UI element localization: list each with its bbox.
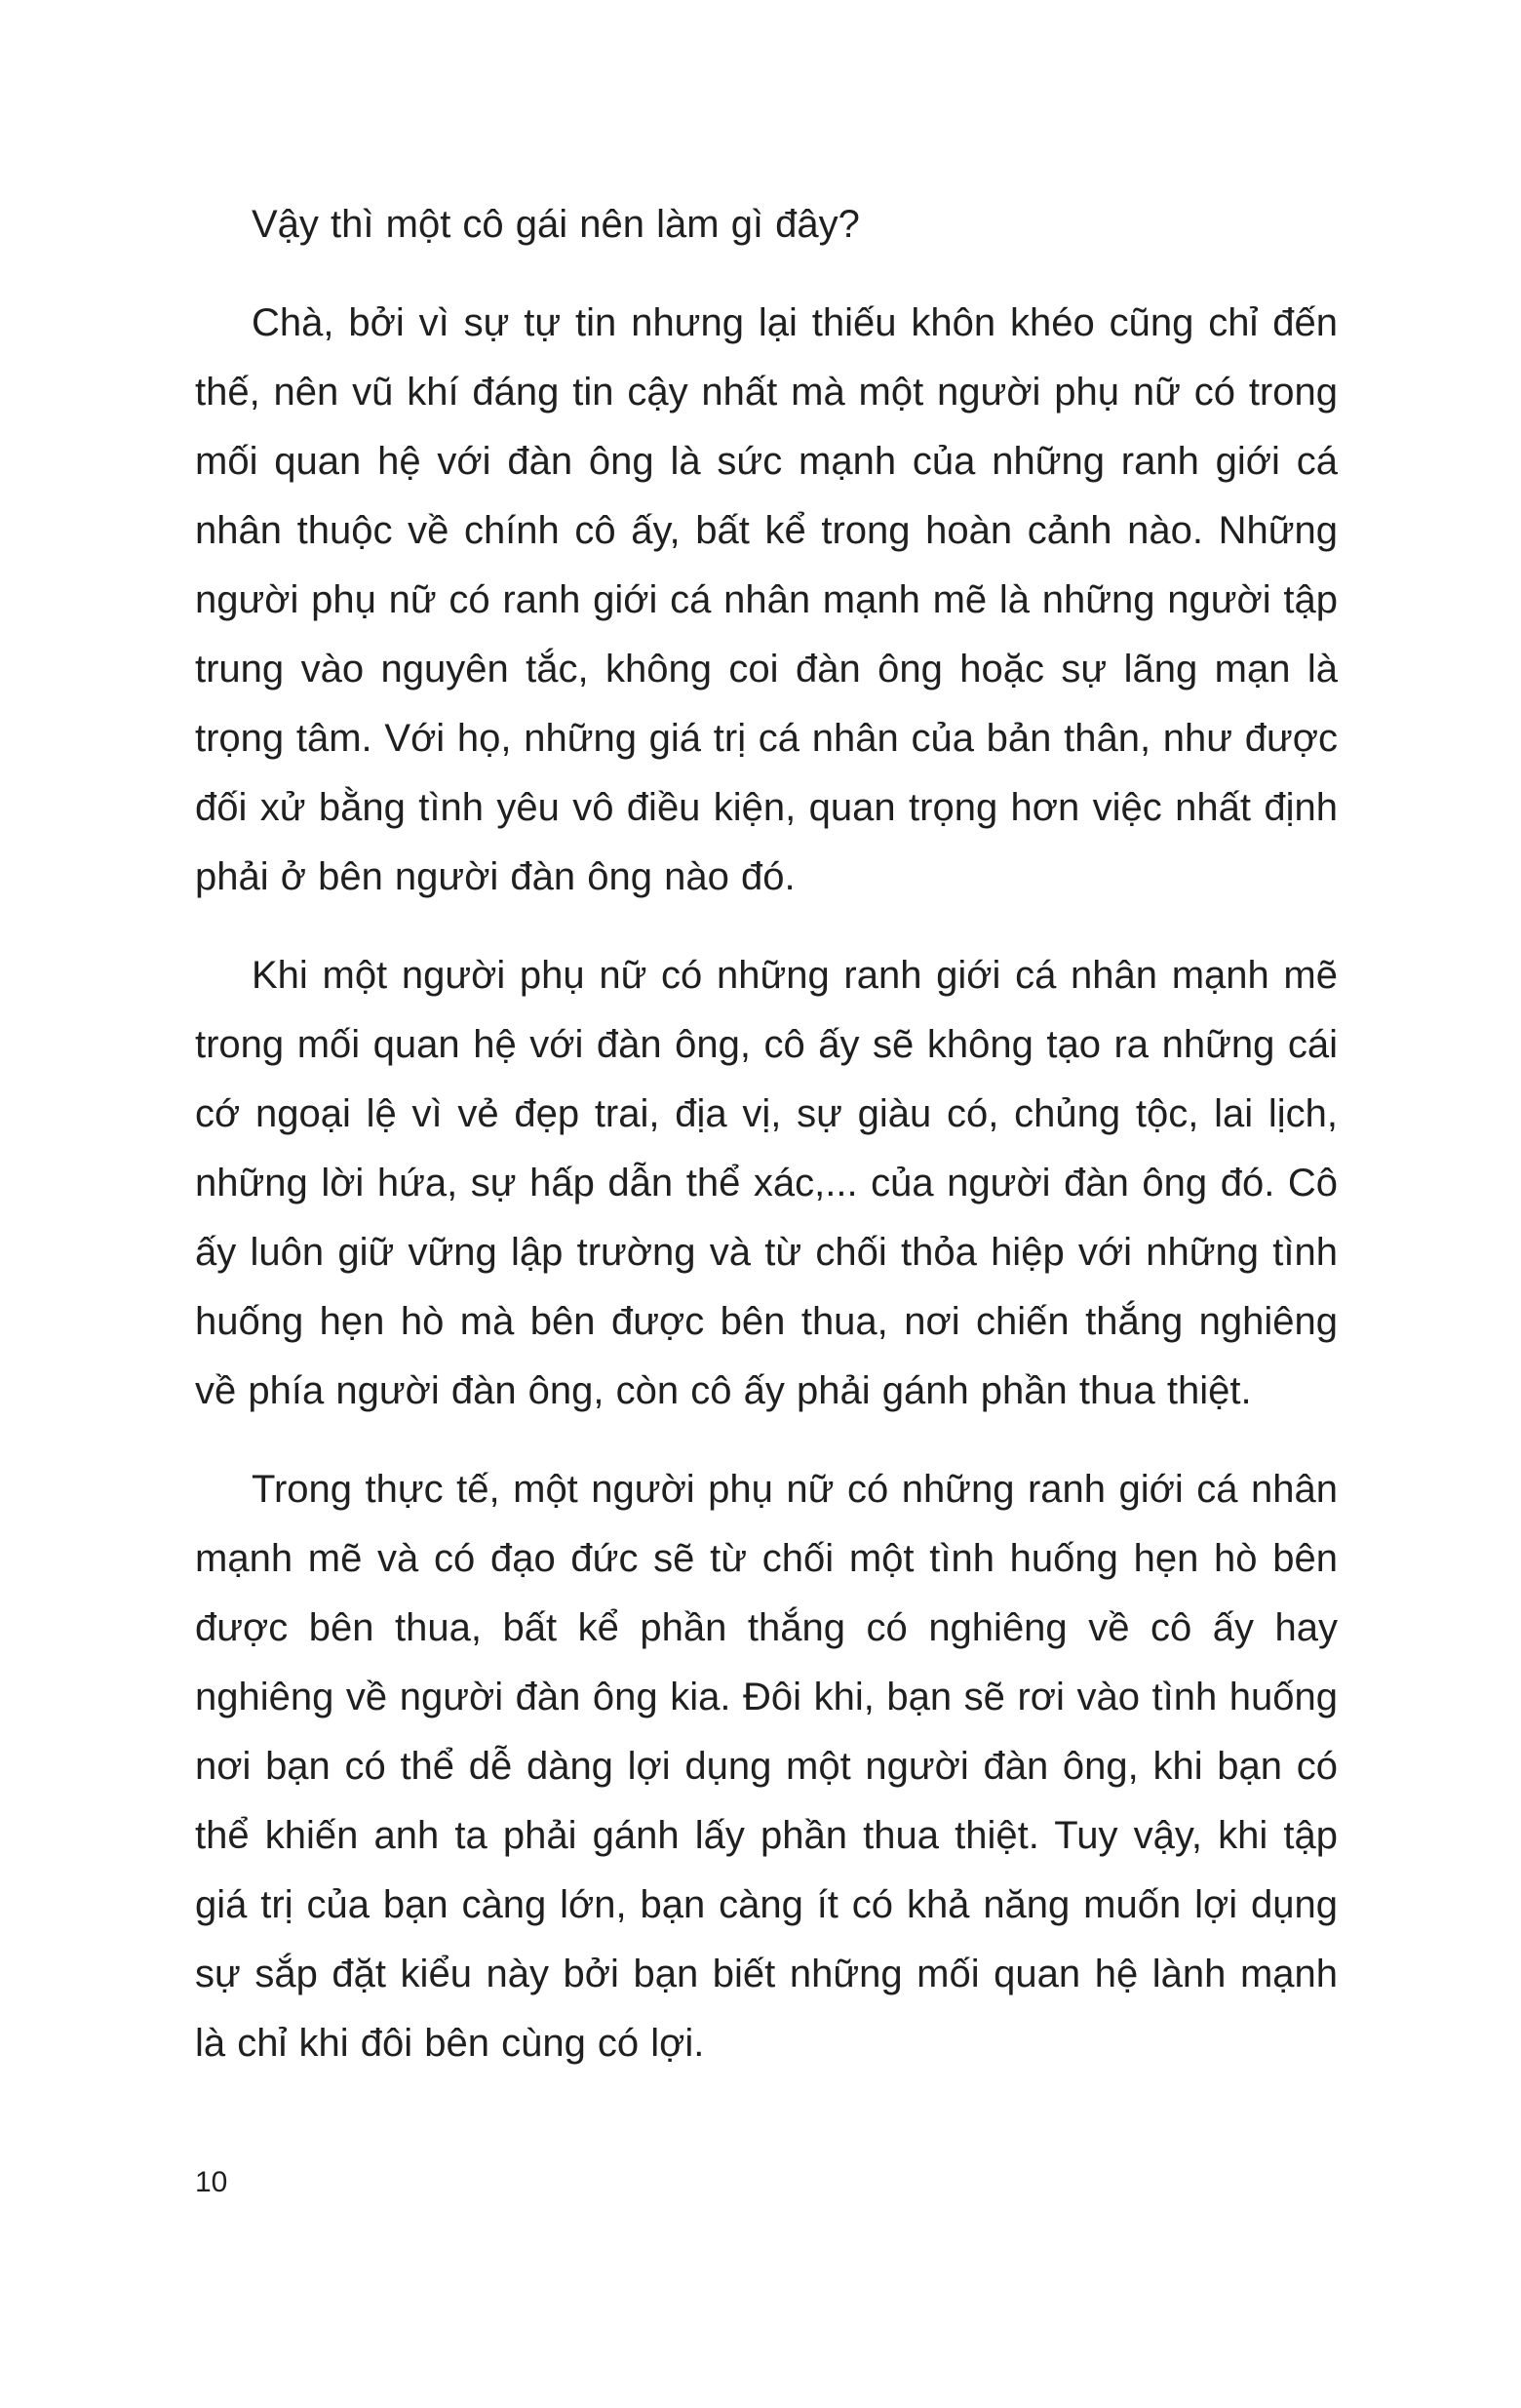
- page-body: [195, 190, 1338, 2078]
- paragraph-question: Vậy thì một cô gái nên làm gì đây?: [252, 203, 860, 246]
- paragraph-boundaries: Chà, bởi vì sự tự tin nhưng lại thiếu khôn khéo cũng chỉ đến thế, nên vũ khí đáng tin cậy nhất mà một người phụ nữ có trong mối quan hệ với đàn ông là sức mạnh của những ranh giới cá nhân thuộc về chính cô ấy, bất kể trong hoàn cảnh nào. Những người phụ nữ có ranh giới cá nhân mạnh mẽ là những người tập trung vào nguyên tắc, không coi đàn ông hoặc sự lãng mạn là trọng tâm. Với họ, những giá trị cá nhân của bản thân, như được đối xử bằng tình yêu vô điều kiện, quan trọng hơn việc nhất định phải ở bên người đàn ông nào đó.: [195, 301, 1338, 898]
- paragraph-in-practice: Trong thực tế, một người phụ nữ có những ranh giới cá nhân mạnh mẽ và có đạo đức sẽ từ chối một tình huống hẹn hò bên được bên thua, bất kể phần thắng có nghiêng về cô ấy hay nghiêng về người đàn ông kia. Đôi khi, bạn sẽ rơi vào tình huống nơi bạn có thể dễ dàng lợi dụng một người đàn ông, khi bạn có thể khiến anh ta phải gánh lấy phần thua thiệt. Tuy vậy, khi tập giá trị của bạn càng lớn, bạn càng ít có khả năng muốn lợi dụng sự sắp đặt kiểu này bởi bạn biết những mối quan hệ lành mạnh là chỉ khi đôi bên cùng có lợi.: [195, 1468, 1338, 2065]
- paragraph-exceptions: Khi một người phụ nữ có những ranh giới cá nhân mạnh mẽ trong mối quan hệ với đàn ông, cô ấy sẽ không tạo ra những cái cớ ngoại lệ vì vẻ đẹp trai, địa vị, sự giàu có, chủng tộc, lai lịch, những lời hứa, sự hấp dẫn thể xác,... của người đàn ông đó. Cô ấy luôn giữ vững lập trường và từ chối thỏa hiệp với những tình huống hẹn hò mà bên được bên thua, nơi chiến thắng nghiêng về phía người đàn ông, còn cô ấy phải gánh phần thua thiệt.: [195, 954, 1338, 1412]
- page-number: 10: [195, 2166, 228, 2198]
